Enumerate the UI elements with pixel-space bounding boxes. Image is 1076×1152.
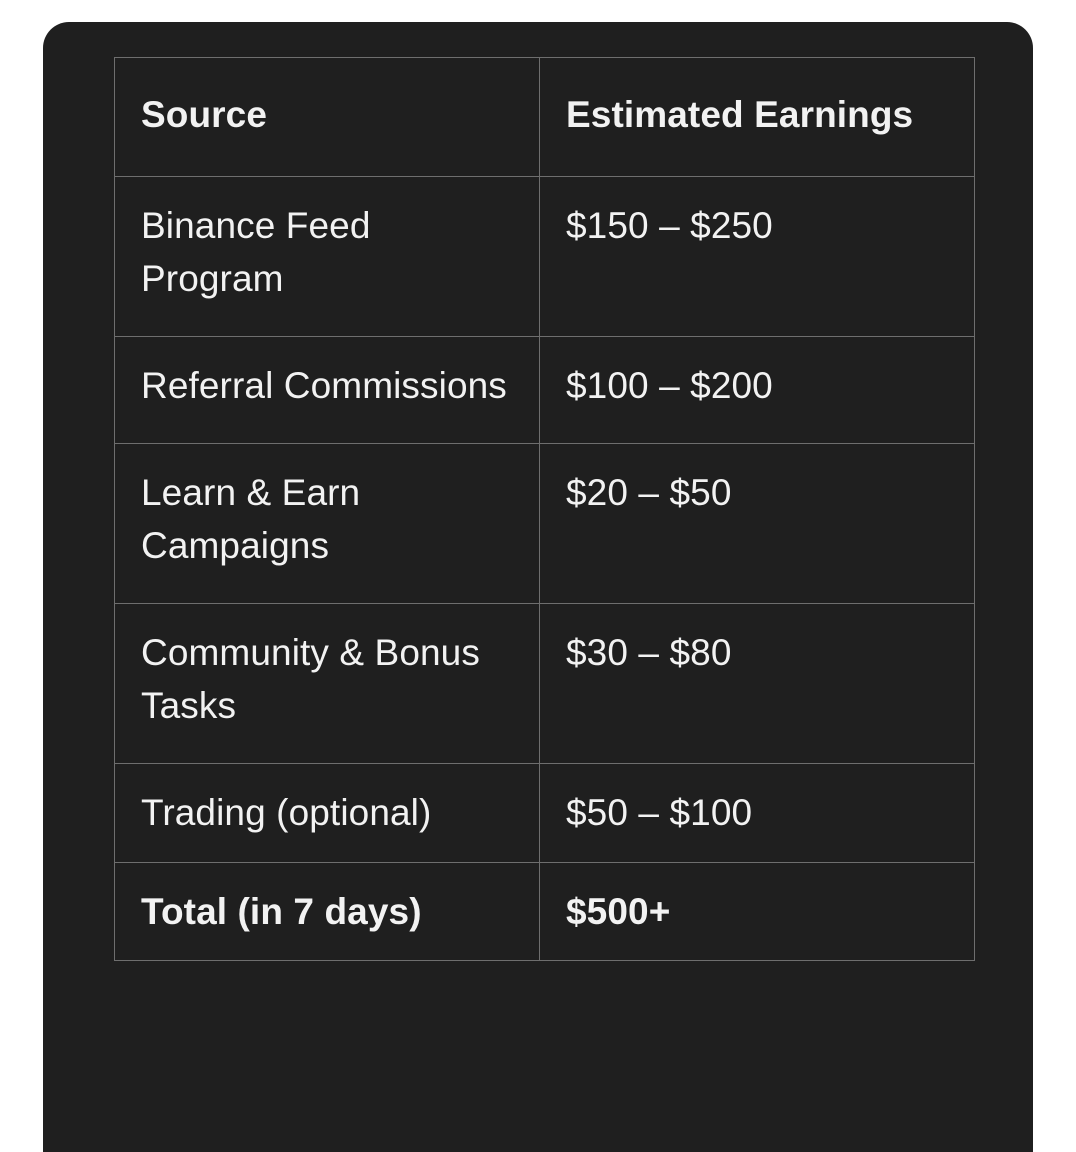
cell-earnings: $30 – $80 xyxy=(540,603,975,763)
cell-source: Community & Bonus Tasks xyxy=(115,603,540,763)
table-row xyxy=(115,603,975,763)
cell-earnings-total: $500+ xyxy=(540,862,975,961)
column-header-source: Source xyxy=(115,58,540,177)
cell-source: Binance Feed Program xyxy=(115,176,540,336)
column-header-estimated-earnings: Estimated Earnings xyxy=(540,58,975,177)
table-body xyxy=(115,176,975,961)
cell-source: Trading (optional) xyxy=(115,764,540,863)
table-row xyxy=(115,764,975,863)
earnings-card xyxy=(43,22,1033,1152)
cell-earnings: $150 – $250 xyxy=(540,176,975,336)
table-row-total xyxy=(115,862,975,961)
cell-source: Learn & Earn Campaigns xyxy=(115,443,540,603)
cell-earnings: $100 – $200 xyxy=(540,336,975,443)
earnings-table-container xyxy=(114,57,974,961)
table-header xyxy=(115,58,975,177)
cell-source: Referral Commissions xyxy=(115,336,540,443)
table-row xyxy=(115,443,975,603)
table-row xyxy=(115,176,975,336)
table-row xyxy=(115,336,975,443)
table-header-row xyxy=(115,58,975,177)
earnings-table xyxy=(114,57,975,961)
cell-earnings: $20 – $50 xyxy=(540,443,975,603)
cell-earnings: $50 – $100 xyxy=(540,764,975,863)
cell-source-total: Total (in 7 days) xyxy=(115,862,540,961)
